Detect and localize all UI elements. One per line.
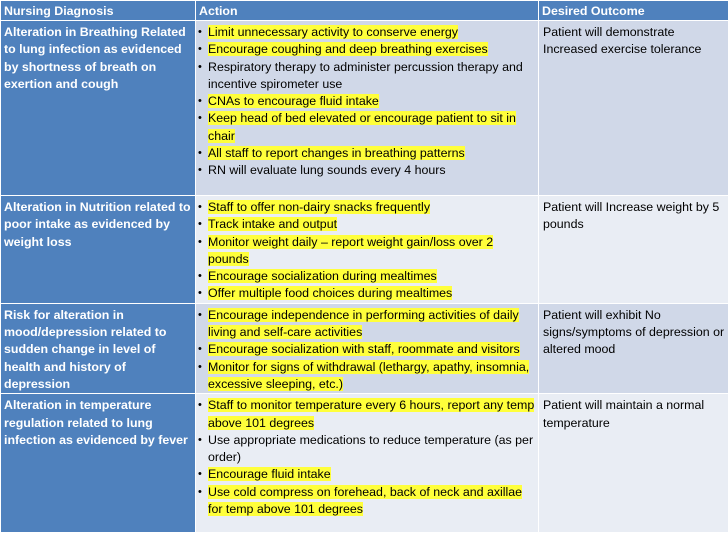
header-nursing-diagnosis: Nursing Diagnosis — [1, 1, 196, 21]
bullet-icon: • — [198, 466, 202, 483]
action-item — [198, 268, 535, 285]
highlighted-action-text: CNAs to encourage fluid intake — [208, 94, 379, 108]
action-item — [198, 59, 535, 94]
bullet-icon: • — [198, 268, 202, 285]
action-item — [198, 41, 535, 58]
highlighted-action-text: Staff to monitor temperature every 6 hours, report any temp above 101 degrees — [208, 398, 534, 429]
outcome-cell: Patient will Increase weight by 5 pounds — [539, 196, 728, 304]
highlighted-action-text: Monitor for signs of withdrawal (lethargy, apathy, insomnia, excessive sleeping, etc.) — [208, 360, 529, 391]
bullet-icon: • — [198, 484, 202, 501]
highlighted-action-text: Limit unnecessary activity to conserve energy — [208, 25, 458, 39]
bullet-icon: • — [198, 216, 202, 233]
highlighted-action-text: Encourage independence in performing activities of daily living and self-care activities — [208, 308, 519, 339]
table-row — [1, 21, 728, 196]
action-list — [198, 397, 535, 518]
bullet-icon: • — [198, 199, 202, 216]
action-list — [198, 24, 535, 180]
action-cell — [196, 21, 539, 196]
bullet-icon: • — [198, 341, 202, 358]
bullet-icon: • — [198, 397, 202, 414]
action-item — [198, 199, 535, 216]
action-item — [198, 341, 535, 358]
action-item — [198, 285, 535, 302]
outcome-cell: Patient will exhibit No signs/symptoms of depression or altered mood — [539, 303, 728, 393]
action-list — [198, 199, 535, 303]
action-item — [198, 359, 535, 394]
bullet-icon: • — [198, 359, 202, 376]
bullet-icon: • — [198, 145, 202, 162]
table-row — [1, 196, 728, 304]
action-text: Respiratory therapy to administer percussion therapy and incentive spirometer use — [208, 60, 523, 91]
bullet-icon: • — [198, 41, 202, 58]
action-cell — [196, 196, 539, 304]
highlighted-action-text: Keep head of bed elevated or encourage patient to sit in chair — [208, 111, 516, 142]
highlighted-action-text: Encourage socialization with staff, roommate and visitors — [208, 342, 520, 356]
bullet-icon: • — [198, 59, 202, 76]
header-row — [1, 1, 728, 21]
bullet-icon: • — [198, 24, 202, 41]
action-cell — [196, 303, 539, 393]
action-item — [198, 145, 535, 162]
action-list — [198, 307, 535, 393]
bullet-icon: • — [198, 432, 202, 449]
action-item — [198, 162, 535, 179]
header-action: Action — [196, 1, 539, 21]
bullet-icon: • — [198, 110, 202, 127]
action-item — [198, 466, 535, 483]
bullet-icon: • — [198, 234, 202, 251]
action-text: RN will evaluate lung sounds every 4 hours — [208, 163, 446, 177]
action-item — [198, 110, 535, 145]
highlighted-action-text: Encourage socialization during mealtimes — [208, 269, 437, 283]
highlighted-action-text: Staff to offer non-dairy snacks frequently — [208, 200, 430, 214]
diagnosis-cell: Alteration in Nutrition related to poor intake as evidenced by weight loss — [1, 196, 196, 304]
highlighted-action-text: Track intake and output — [208, 217, 337, 231]
action-item — [198, 307, 535, 342]
bullet-icon: • — [198, 162, 202, 179]
action-cell — [196, 394, 539, 533]
action-item — [198, 93, 535, 110]
diagnosis-cell: Alteration in temperature regulation related to lung infection as evidenced by fever — [1, 394, 196, 533]
bullet-icon: • — [198, 285, 202, 302]
action-item — [198, 484, 535, 519]
action-item — [198, 397, 535, 432]
diagnosis-cell: Alteration in Breathing Related to lung infection as evidenced by shortness of breath on exertion and cough — [1, 21, 196, 196]
highlighted-action-text: Use cold compress on forehead, back of neck and axillae for temp above 101 degrees — [208, 485, 522, 516]
header-desired-outcome: Desired Outcome — [539, 1, 728, 21]
action-item — [198, 234, 535, 269]
table-row — [1, 394, 728, 533]
table-row — [1, 303, 728, 393]
highlighted-action-text: Encourage coughing and deep breathing exercises — [208, 42, 488, 56]
table-header — [1, 1, 728, 21]
bullet-icon: • — [198, 307, 202, 324]
highlighted-action-text: All staff to report changes in breathing patterns — [208, 146, 465, 160]
outcome-cell: Patient will demonstrate Increased exercise tolerance — [539, 21, 728, 196]
action-text: Use appropriate medications to reduce temperature (as per order) — [208, 433, 533, 464]
outcome-cell: Patient will maintain a normal temperature — [539, 394, 728, 533]
action-item — [198, 432, 535, 467]
highlighted-action-text: Monitor weight daily – report weight gain/loss over 2 pounds — [208, 235, 493, 266]
bullet-icon: • — [198, 93, 202, 110]
highlighted-action-text: Encourage fluid intake — [208, 467, 331, 481]
diagnosis-cell: Risk for alteration in mood/depression related to sudden change in level of health and history of depression — [1, 303, 196, 393]
action-item — [198, 216, 535, 233]
action-item — [198, 24, 535, 41]
highlighted-action-text: Offer multiple food choices during mealtimes — [208, 286, 452, 300]
